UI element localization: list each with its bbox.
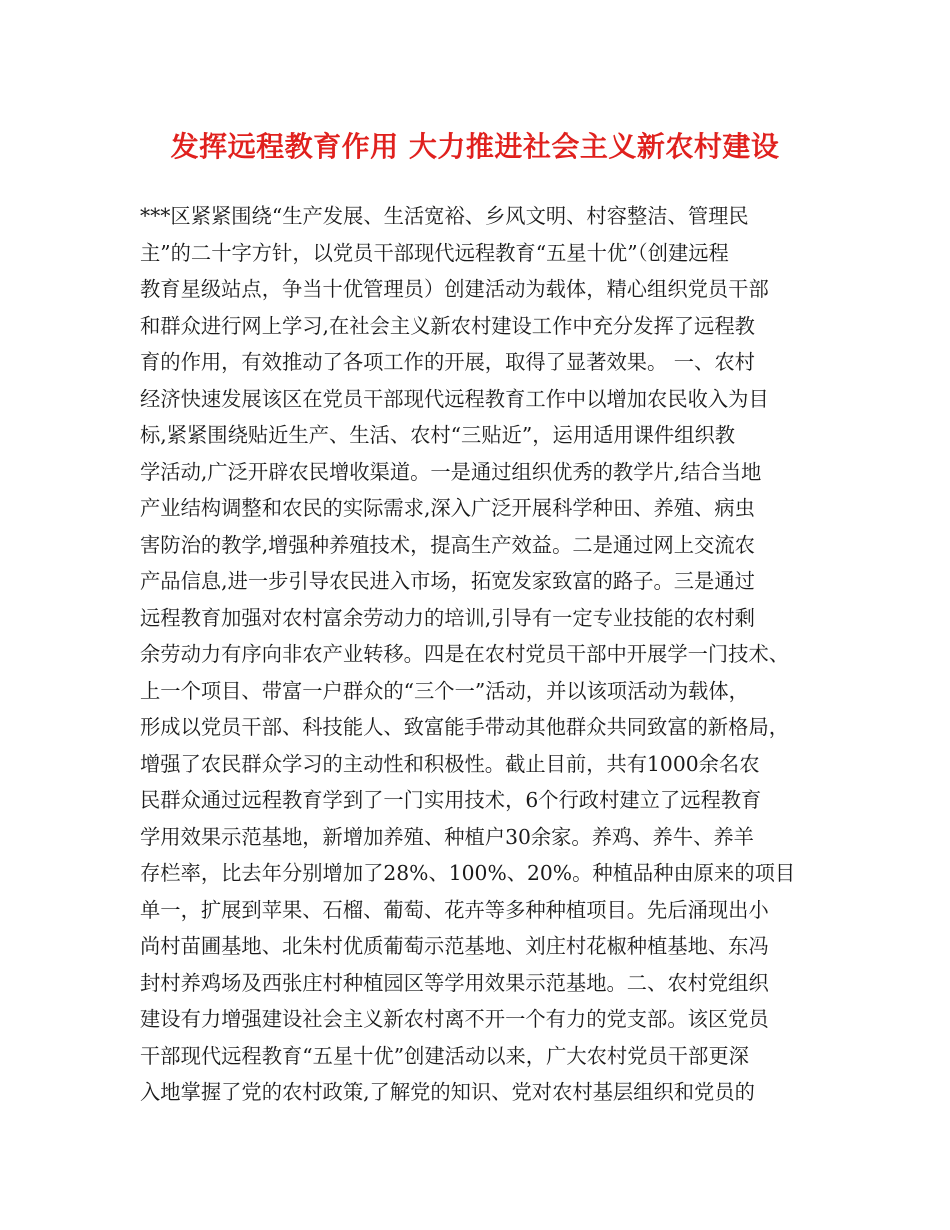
body-line: 远程教育加强对农村富余劳动力的培训,引导有一定专业技能的农村剩 — [140, 605, 755, 630]
body-line: 存栏率，比去年分别增加了28%、100%、20%。种植品种由原来的项目 — [140, 861, 796, 885]
body-line: 经济快速发展该区在党员干部现代远程教育工作中以增加农民收入为目 — [140, 386, 769, 411]
body-line: 单一，扩展到苹果、石榴、葡萄、花卉等多种种植项目。先后涌现出小 — [140, 897, 769, 922]
body-line: 上一个项目、带富一户群众的“三个一”活动，并以该项活动为载体， — [140, 678, 749, 703]
body-line: 干部现代远程教育“五星十优”创建活动以来，广大农村党员干部更深 — [140, 1043, 749, 1068]
body-line: 和群众进行网上学习,在社会主义新农村建设工作中充分发挥了远程教 — [140, 313, 755, 338]
body-line: 育的作用，有效推动了各项工作的开展，取得了显著效果。 一、农村 — [140, 350, 755, 374]
body-line: 封村养鸡场及西张庄村种植园区等学用效果示范基地。二、农村党组织 — [140, 970, 769, 995]
body-line: 形成以党员干部、科技能人、致富能手带动其他群众共同致富的新格局， — [140, 715, 790, 739]
body-line: 学活动,广泛开辟农民增收渠道。一是通过组织优秀的教学片,结合当地 — [140, 459, 762, 484]
body-line: 害防治的教学,增强种养殖技术，提高生产效益。二是通过网上交流农 — [140, 532, 755, 557]
document-body — [140, 198, 820, 1111]
body-line: 增强了农民群众学习的主动性和积极性。截止目前，共有1000余名农 — [140, 751, 760, 776]
body-line: 产业结构调整和农民的实际需求,深入广泛开展科学种田、养殖、病虫 — [140, 496, 755, 520]
body-line: ***区紧紧围绕“生产发展、生活宽裕、乡风文明、村容整洁、管理民 — [140, 204, 749, 228]
body-line: 入地掌握了党的农村政策,了解党的知识、党对农村基层组织和党员的 — [140, 1080, 755, 1104]
body-line: 尚村苗圃基地、北朱村优质葡萄示范基地、刘庄村花椒种植基地、东冯 — [140, 934, 769, 958]
body-line: 产品信息,进一步引导农民进入市场，拓宽发家致富的路子。三是通过 — [140, 569, 755, 593]
body-line: 标,紧紧围绕贴近生产、生活、农村“三贴近”，运用适用课件组织教 — [140, 423, 736, 447]
body-line: 余劳动力有序向非农产业转移。四是在农村党员干部中开展学一门技术、 — [140, 642, 790, 666]
body-line: 主”的二十字方针，以党员干部现代远程教育“五星十优”（创建远程 — [140, 240, 729, 265]
body-line: 学用效果示范基地，新增加养殖、种植户30余家。养鸡、养牛、养羊 — [140, 824, 754, 849]
body-line: 建设有力增强建设社会主义新农村离不开一个有力的党支部。该区党员 — [140, 1007, 769, 1031]
body-line: 民群众通过远程教育学到了一门实用技术，6个行政村建立了远程教育 — [140, 788, 762, 812]
document-title: 发挥远程教育作用 大力推进社会主义新农村建设 — [170, 130, 780, 163]
body-line: 教育星级站点，争当十优管理员）创建活动为载体，精心组织党员干部 — [140, 277, 769, 301]
